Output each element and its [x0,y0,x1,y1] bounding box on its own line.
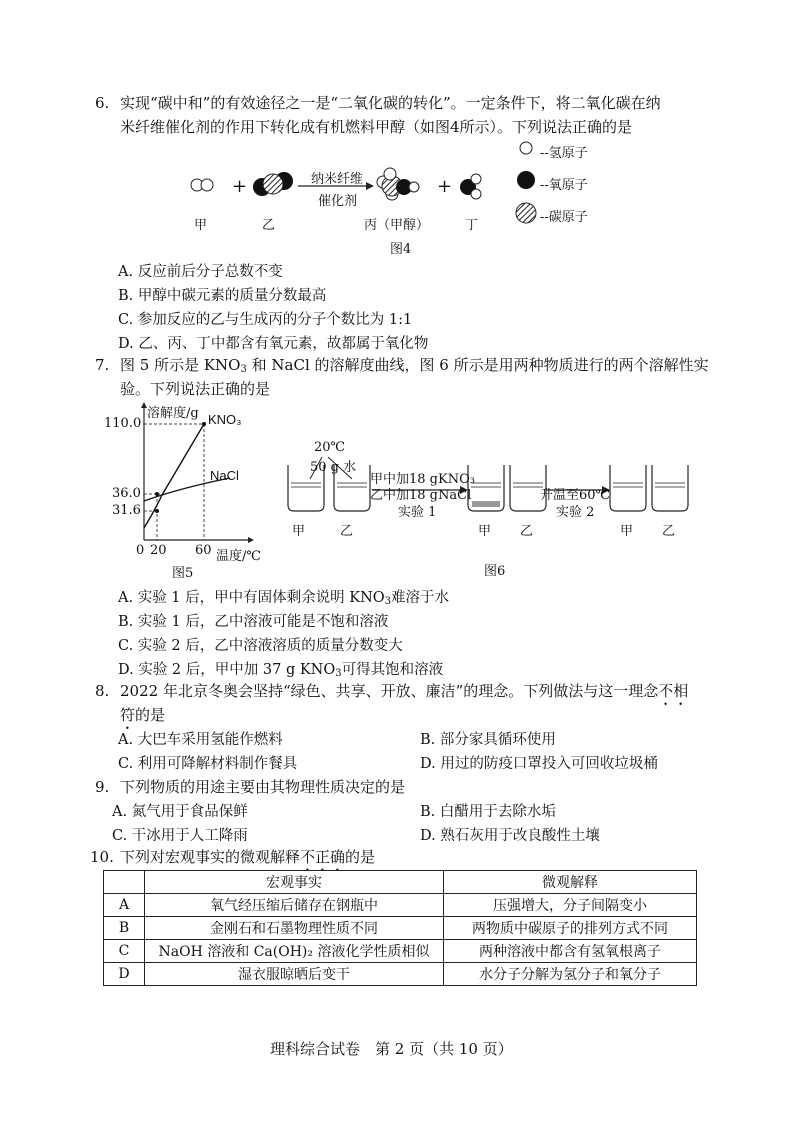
row-explain: 两物质中碳原子的排列方式不同 [444,917,697,940]
fig6-yi-1: 乙 [340,524,354,539]
q7-option-b: B. 实验 1 后，乙中溶液可能是不饱和溶液 [118,614,389,630]
legend-hydrogen: --氢原子 [540,146,588,161]
fig5-xtick-20: 20 [150,543,167,558]
plus-sign-1: + [232,176,248,197]
q8-number: 8. [95,682,110,700]
q9-number: 9. [95,778,110,796]
label-bing: 丙（甲醇） [364,218,430,233]
fig5-xlabel: 温度/℃ [216,549,261,564]
table-row [104,894,697,917]
legend-oxygen: --氧原子 [540,178,588,193]
label-ding: 丁 [465,218,479,233]
beaker-icon [610,465,646,511]
table-row [104,940,697,963]
plus-sign-2: + [437,176,453,197]
table-header-key [104,871,145,894]
fig5-xtick-60: 60 [195,543,212,558]
fig5-nacl-label: NaCl [210,468,239,483]
figure5-caption: 图5 [172,566,194,581]
label-yi: 乙 [262,218,276,233]
q6-option-c: C. 参加反应的乙与生成丙的分子个数比为 1:1 [118,312,413,328]
fig6-jia-1: 甲 [292,524,306,539]
legend-carbon: --碳原子 [540,210,588,225]
q6-number: 6. [95,94,110,112]
row-key: C [104,940,145,963]
row-explain: 压强增大，分子间隔变小 [444,894,697,917]
fig6-add-nacl: 乙中加18 gNaCl [370,488,472,503]
row-explain: 两种溶液中都含有氢氧根离子 [444,940,697,963]
q9-option-b: B. 白醋用于去除水垢 [420,804,556,820]
q7-option-a: A. 实验 1 后，甲中有固体剩余说明 $KNO_3$难溶于水 [118,590,450,607]
fig5-ytick-110: 110.0 [104,416,142,431]
row-key: A [104,894,145,917]
table-row [104,917,697,940]
q7-option-d: D. 实验 2 后，甲中加 37 g $KNO_3$可得其饱和溶液 [118,662,444,679]
fig5-xtick-0: 0 [136,543,145,558]
q9-option-a: A. 氮气用于食品保鲜 [112,804,248,820]
row-fact: NaOH 溶液和 Ca(OH)₂ 溶液化学性质相似 [145,940,444,963]
fig6-jia-2: 甲 [478,524,492,539]
q6-option-a: A. 反应前后分子总数不变 [118,264,283,280]
row-key: B [104,917,145,940]
table-header-explain: 微观解释 [444,871,697,894]
q7-stem-line1: 图 5 所示是 $KNO_3$ 和 NaCl 的溶解度曲线，图 6 所示是用两种物质进行的两个溶解性实 [120,356,709,375]
q6-option-b: B. 甲醇中碳元素的质量分数最高 [118,288,327,304]
figure4-caption: 图4 [390,242,412,257]
fig6-water: 50 g 水 [310,460,357,475]
condition-top: 纳米纤维 [311,172,364,187]
q7-stem-line2: 验。下列说法正确的是 [120,380,271,398]
carbon-dioxide-molecule-icon [253,172,293,196]
page-footer: 理科综合试卷 第 2 页（共 10 页） [270,1040,513,1058]
q8-option-c: C. 利用可降解材料制作餐具 [118,756,298,772]
fig6-yi-3: 乙 [662,524,676,539]
q9-option-d: D. 熟石灰用于改良酸性土壤 [420,828,600,844]
q8-option-d: D. 用过的防疫口罩投入可回收垃圾桶 [420,756,658,772]
oxygen-atom-icon [517,171,535,189]
row-fact: 金刚石和石墨物理性质不同 [145,917,444,940]
water-molecule-icon [460,174,481,199]
q8-option-a: A. 大巴车采用氢能作燃料 [118,732,283,748]
fig5-kno3-label: KNO₃ [208,412,242,427]
fig6-temp: 20℃ [314,440,346,455]
q6-stem-line1: 实现“碳中和”的有效途径之一是“二氧化碳的转化”。一定条件下，将二氧化碳在纳 [120,94,661,112]
q9-option-c: C. 干冰用于人工降雨 [112,828,248,844]
q9-stem: 下列物质的用途主要由其物理性质决定的是 [120,778,406,796]
q7-number: 7. [95,356,110,374]
table-header-fact: 宏观事实 [145,871,444,894]
q8-stem-line2: 符的是 [120,706,166,724]
legend-icons [514,140,538,230]
methanol-molecule-icon [377,168,419,200]
q10-stem: 下列对宏观事实的微观解释不正确的是 [120,848,376,866]
hydrogen-atom-icon [520,142,532,154]
hydrogen-molecule-icon [191,179,213,191]
kno3-curve [144,424,204,528]
q6-option-d: D. 乙、丙、丁中都含有氧元素，故都属于氧化物 [118,336,429,352]
fig5-ytick-36: 36.0 [112,486,141,501]
fig6-heat: 升温至60℃ [540,488,611,503]
beaker-icon [652,465,688,511]
q10-number: 10. [90,848,114,866]
fig5-ylabel: 溶解度/g [147,406,199,421]
fig6-exp1: 实验 1 [398,505,437,520]
row-fact: 氧气经压缩后储存在钢瓶中 [145,894,444,917]
fig5-ytick-31: 31.6 [112,503,141,518]
carbon-atom-icon [516,203,536,223]
figure6-caption: 图6 [484,564,506,579]
fig6-yi-2: 乙 [520,524,534,539]
q7-option-c: C. 实验 2 后，乙中溶液溶质的质量分数变大 [118,638,403,654]
fig6-jia-3: 甲 [620,524,634,539]
fig6-add-kno3: 甲中加18 gKNO₃ [370,472,475,487]
table-row [104,963,697,986]
table-header-row [104,871,697,894]
row-explain: 水分子分解为氢分子和氧分子 [444,963,697,986]
row-fact: 湿衣服晾晒后变干 [145,963,444,986]
q10-table [103,870,697,986]
condition-bottom: 催化剂 [318,194,358,209]
q6-stem-line2: 米纤维催化剂的作用下转化成有机燃料甲醇（如图4所示）。下列说法正确的是 [120,118,633,136]
label-jia: 甲 [194,218,208,233]
q8-option-b: B. 部分家具循环使用 [420,732,556,748]
row-key: D [104,963,145,986]
fig6-exp2: 实验 2 [556,505,595,520]
q8-stem-line1: 2022 年北京冬奥会坚持“绿色、共享、开放、廉洁”的理念。下列做法与这一理念不相 [120,682,689,700]
